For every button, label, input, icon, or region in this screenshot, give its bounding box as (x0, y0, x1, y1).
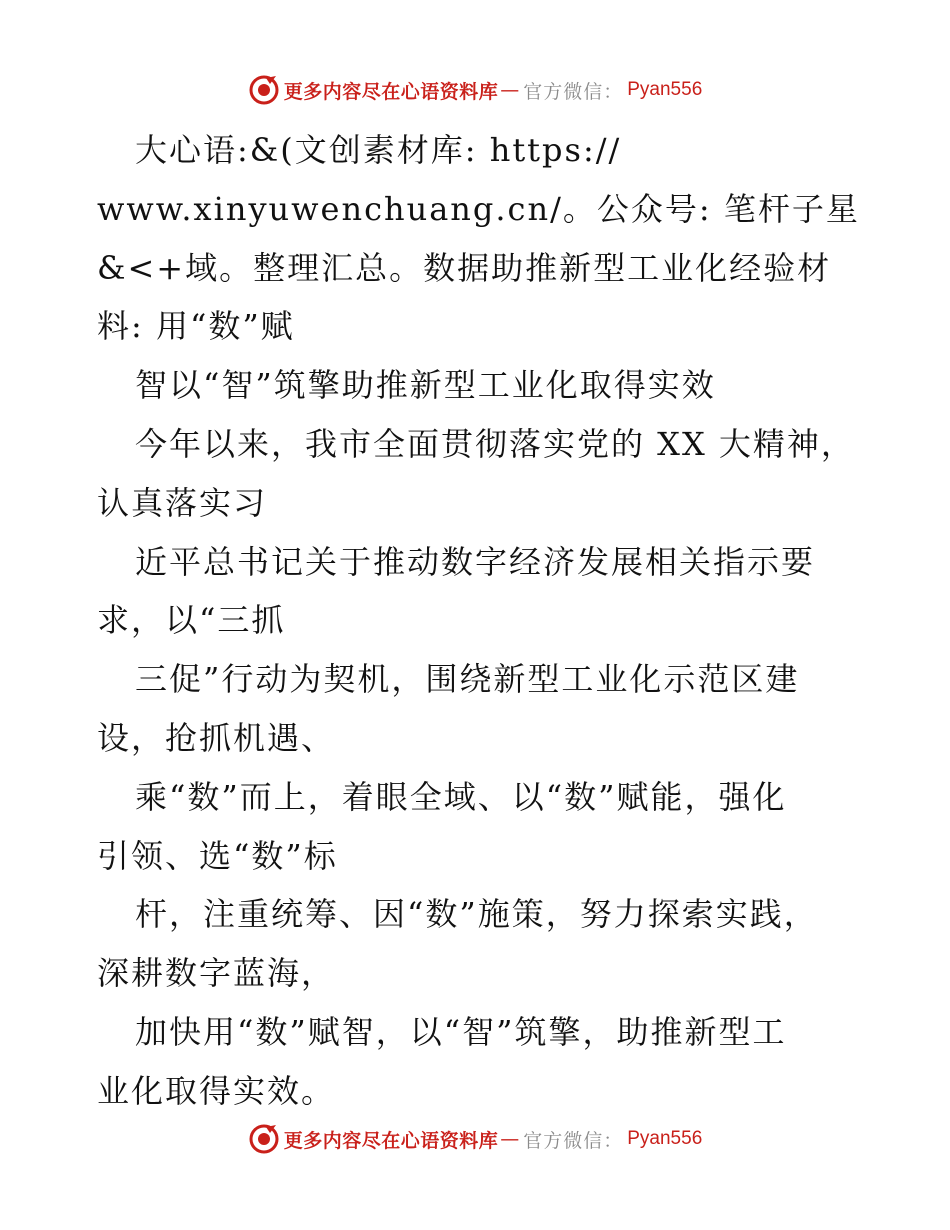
text-line: 乘“数”而上，着眼全域、以“数”赋能，强化 (135, 777, 787, 816)
banner-separator: — (500, 79, 520, 101)
text-line: 今年以来，我市全面贯彻落实党的 XX 大精神， (135, 424, 855, 463)
text-line: 深耕数字蓝海， (97, 954, 336, 993)
text-line: 加快用“数”赋智，以“智”筑擎，助推新型工 (135, 1012, 787, 1051)
brand-logo-icon (248, 74, 280, 106)
text-line: 三促”行动为契机，围绕新型工业化示范区建 (135, 660, 800, 699)
banner-wechat-label: 官方微信： (523, 1129, 624, 1152)
banner-wechat-id: Pyan556 (627, 79, 703, 100)
document-body (97, 121, 867, 1121)
text-line: 智以“智”筑擎助推新型工业化取得实效 (135, 366, 716, 405)
banner-wechat-label: 官方微信： (523, 80, 624, 103)
text-line: 求，以“三抓 (97, 601, 286, 640)
brand-logo-icon (248, 1123, 280, 1155)
text-line: 认真落实习 (97, 483, 268, 522)
text-line: 设，抢抓机遇、 (97, 718, 336, 757)
footer-banner (0, 1119, 950, 1159)
text-line: www.xinyuwenchuang.cn/。公众号: 笔杆子星 (97, 189, 860, 228)
text-line: 杆，注重统筹、因“数”施策，努力探索实践， (135, 895, 818, 934)
text-line: 大心语:&(文创素材库: https:// (135, 131, 622, 169)
banner-brand-text: 更多内容尽在心语资料库 (283, 1129, 499, 1152)
text-line: 料: 用“数”赋 (97, 307, 295, 346)
text-line: &<+域。整理汇总。数据助推新型工业化经验材 (97, 248, 832, 287)
text-line: 业化取得实效。 (97, 1071, 336, 1110)
header-banner (0, 70, 950, 110)
banner-brand-text: 更多内容尽在心语资料库 (283, 80, 499, 103)
banner-separator: — (500, 1128, 520, 1150)
text-line: 近平总书记关于推动数字经济发展相关指示要 (135, 542, 816, 581)
text-line: 引领、选“数”标 (97, 836, 338, 875)
banner-wechat-id: Pyan556 (627, 1128, 703, 1149)
